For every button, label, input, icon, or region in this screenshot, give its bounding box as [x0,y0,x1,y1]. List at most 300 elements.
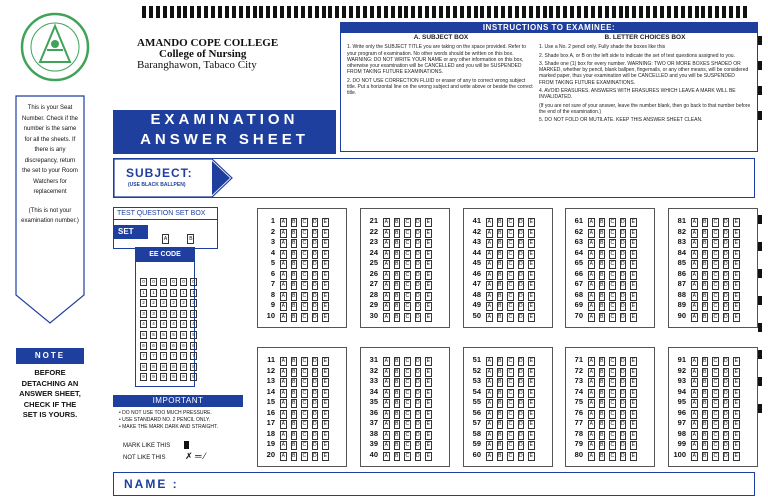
ee-code-bubble[interactable]: 8 [150,363,157,371]
choice-bubble[interactable]: D [415,421,420,427]
choice-bubble[interactable]: B [703,368,707,375]
choice-bubble[interactable]: B [600,400,604,406]
choice-bubble[interactable]: E [734,389,738,396]
choice-bubble[interactable]: D [723,368,728,375]
choice-bubble[interactable]: B [292,261,296,267]
choice-bubble[interactable]: E [323,452,327,459]
choice-bubble[interactable]: A [384,368,388,375]
choice-bubble[interactable]: E [734,250,738,257]
choice-bubble[interactable]: B [498,368,502,375]
choice-bubble[interactable]: B [395,313,399,320]
choice-bubble[interactable]: C [713,358,718,364]
choice-bubble[interactable]: C [713,303,718,309]
choice-bubble[interactable]: E [426,219,430,225]
choice-bubble[interactable]: C [508,431,513,438]
ee-code-bubble[interactable]: 2 [190,299,197,307]
choice-bubble[interactable]: A [281,442,285,448]
choice-bubble[interactable]: C [302,442,307,448]
ee-code-bubble[interactable]: 9 [190,373,197,381]
choice-bubble[interactable]: E [734,368,738,375]
choice-bubble[interactable]: A [589,261,593,267]
ee-code-bubble[interactable]: 2 [170,299,177,307]
choice-bubble[interactable]: E [631,368,635,375]
choice-bubble[interactable]: B [292,421,296,427]
choice-bubble[interactable]: E [426,368,430,375]
choice-bubble[interactable]: A [589,410,593,417]
choice-bubble[interactable]: C [302,261,307,267]
choice-bubble[interactable]: E [426,400,430,406]
choice-bubble[interactable]: B [395,292,399,299]
choice-bubble[interactable]: E [323,389,327,396]
choice-bubble[interactable]: B [600,229,604,236]
choice-bubble[interactable]: D [415,282,420,288]
choice-bubble[interactable]: C [405,379,410,385]
choice-bubble[interactable]: E [734,229,738,236]
choice-bubble[interactable]: D [312,282,317,288]
choice-bubble[interactable]: C [508,271,513,278]
ee-code-bubble[interactable]: 9 [140,373,147,381]
choice-bubble[interactable]: A [692,219,696,225]
choice-bubble[interactable]: A [589,292,593,299]
choice-bubble[interactable]: B [292,368,296,375]
choice-bubble[interactable]: D [620,261,625,267]
choice-bubble[interactable]: E [323,421,327,427]
choice-bubble[interactable]: B [292,303,296,309]
choice-bubble[interactable]: D [620,358,625,364]
choice-bubble[interactable]: B [703,313,707,320]
choice-bubble[interactable]: C [302,358,307,364]
choice-bubble[interactable]: B [703,379,707,385]
choice-bubble[interactable]: E [631,389,635,396]
choice-bubble[interactable]: D [312,452,317,459]
choice-bubble[interactable]: B [498,358,502,364]
choice-bubble[interactable]: D [723,379,728,385]
choice-bubble[interactable]: D [620,431,625,438]
choice-bubble[interactable]: A [487,410,491,417]
choice-bubble[interactable]: E [631,250,635,257]
choice-bubble[interactable]: C [713,452,718,459]
choice-bubble[interactable]: D [312,379,317,385]
choice-bubble[interactable]: C [302,282,307,288]
choice-bubble[interactable]: C [405,410,410,417]
choice-bubble[interactable]: C [713,261,718,267]
choice-bubble[interactable]: A [589,313,593,320]
choice-bubble[interactable]: D [415,271,420,278]
choice-bubble[interactable]: C [713,313,718,320]
choice-bubble[interactable]: C [508,261,513,267]
choice-bubble[interactable]: E [734,303,738,309]
choice-bubble[interactable]: E [426,271,430,278]
choice-bubble[interactable]: E [631,358,635,364]
choice-bubble[interactable]: E [323,368,327,375]
choice-bubble[interactable]: C [610,389,615,396]
choice-bubble[interactable]: C [713,240,718,246]
choice-bubble[interactable]: E [734,271,738,278]
choice-bubble[interactable]: C [508,452,513,459]
choice-bubble[interactable]: B [498,240,502,246]
choice-bubble[interactable]: E [426,229,430,236]
ee-code-bubble[interactable]: 7 [190,352,197,360]
choice-bubble[interactable]: C [302,313,307,320]
ee-code-bubble[interactable]: 1 [150,289,157,297]
choice-bubble[interactable]: D [312,358,317,364]
choice-bubble[interactable]: C [713,421,718,427]
choice-bubble[interactable]: C [405,303,410,309]
choice-bubble[interactable]: E [631,303,635,309]
ee-code-bubble[interactable]: 1 [140,289,147,297]
choice-bubble[interactable]: D [620,410,625,417]
choice-bubble[interactable]: B [498,250,502,257]
choice-bubble[interactable]: A [281,219,285,225]
choice-bubble[interactable]: A [589,303,593,309]
choice-bubble[interactable]: D [620,379,625,385]
choice-bubble[interactable]: B [600,261,604,267]
choice-bubble[interactable]: E [734,421,738,427]
choice-bubble[interactable]: B [395,271,399,278]
choice-bubble[interactable]: D [415,452,420,459]
choice-bubble[interactable]: A [589,452,593,459]
choice-bubble[interactable]: C [508,303,513,309]
choice-bubble[interactable]: E [426,240,430,246]
choice-bubble[interactable]: D [312,250,317,257]
choice-bubble[interactable]: A [384,389,388,396]
choice-bubble[interactable]: A [487,452,491,459]
ee-code-bubble[interactable]: 1 [190,289,197,297]
choice-bubble[interactable]: E [426,303,430,309]
choice-bubble[interactable]: A [384,313,388,320]
choice-bubble[interactable]: C [405,421,410,427]
choice-bubble[interactable]: E [323,250,327,257]
choice-bubble[interactable]: B [703,410,707,417]
ee-code-bubble[interactable]: 0 [170,278,177,286]
choice-bubble[interactable]: C [405,400,410,406]
choice-bubble[interactable]: D [312,368,317,375]
choice-bubble[interactable]: B [292,229,296,236]
choice-bubble[interactable]: E [734,358,738,364]
ee-code-bubble[interactable]: 5 [180,331,187,339]
ee-code-bubble[interactable]: 5 [140,331,147,339]
choice-bubble[interactable]: A [281,292,285,299]
choice-bubble[interactable]: B [498,389,502,396]
choice-bubble[interactable]: D [312,292,317,299]
choice-bubble[interactable]: C [302,292,307,299]
choice-bubble[interactable]: A [692,303,696,309]
choice-bubble[interactable]: A [384,410,388,417]
choice-bubble[interactable]: D [723,240,728,246]
choice-bubble[interactable]: D [415,240,420,246]
choice-bubble[interactable]: E [529,389,533,396]
choice-bubble[interactable]: C [508,250,513,257]
choice-bubble[interactable]: B [498,292,502,299]
choice-bubble[interactable]: C [713,368,718,375]
choice-bubble[interactable]: A [589,389,593,396]
choice-bubble[interactable]: E [631,261,635,267]
choice-bubble[interactable]: C [302,303,307,309]
choice-bubble[interactable]: A [692,368,696,375]
choice-bubble[interactable]: C [405,389,410,396]
choice-bubble[interactable]: A [487,389,491,396]
choice-bubble[interactable]: A [692,271,696,278]
choice-bubble[interactable]: D [620,240,625,246]
choice-bubble[interactable]: D [312,240,317,246]
choice-bubble[interactable]: B [600,292,604,299]
choice-bubble[interactable]: C [713,442,718,448]
choice-bubble[interactable]: A [692,261,696,267]
choice-bubble[interactable]: A [281,303,285,309]
choice-bubble[interactable]: E [323,410,327,417]
choice-bubble[interactable]: B [395,303,399,309]
choice-bubble[interactable]: E [323,303,327,309]
choice-bubble[interactable]: B [703,442,707,448]
choice-bubble[interactable]: A [281,261,285,267]
choice-bubble[interactable]: C [302,240,307,246]
choice-bubble[interactable]: D [723,313,728,320]
choice-bubble[interactable]: E [529,313,533,320]
choice-bubble[interactable]: E [426,358,430,364]
ee-code-bubble[interactable]: 7 [160,352,167,360]
choice-bubble[interactable]: D [620,452,625,459]
choice-bubble[interactable]: B [292,379,296,385]
ee-code-bubble[interactable]: 7 [170,352,177,360]
choice-bubble[interactable]: C [713,219,718,225]
choice-bubble[interactable]: A [692,358,696,364]
choice-bubble[interactable]: A [281,452,285,459]
choice-bubble[interactable]: D [415,410,420,417]
choice-bubble[interactable]: B [703,271,707,278]
choice-bubble[interactable]: A [487,358,491,364]
choice-bubble[interactable]: A [281,389,285,396]
choice-bubble[interactable]: D [518,219,523,225]
choice-bubble[interactable]: E [529,261,533,267]
choice-bubble[interactable]: A [589,240,593,246]
ee-code-bubble[interactable]: 4 [190,320,197,328]
choice-bubble[interactable]: C [508,358,513,364]
choice-bubble[interactable]: C [302,271,307,278]
choice-bubble[interactable]: A [487,368,491,375]
choice-bubble[interactable]: E [529,410,533,417]
choice-bubble[interactable]: B [292,442,296,448]
ee-code-bubble[interactable]: 4 [180,320,187,328]
choice-bubble[interactable]: A [281,410,285,417]
choice-bubble[interactable]: B [498,271,502,278]
ee-code-bubble[interactable]: 5 [170,331,177,339]
choice-bubble[interactable]: B [600,452,604,459]
ee-code-bubble[interactable]: 4 [140,320,147,328]
choice-bubble[interactable]: A [487,292,491,299]
choice-bubble[interactable]: C [302,368,307,375]
ee-code-bubble[interactable]: 0 [150,278,157,286]
choice-bubble[interactable]: E [529,379,533,385]
choice-bubble[interactable]: D [415,313,420,320]
choice-bubble[interactable]: E [734,400,738,406]
choice-bubble[interactable]: C [302,379,307,385]
choice-bubble[interactable]: D [312,229,317,236]
choice-bubble[interactable]: E [529,303,533,309]
ee-code-bubble[interactable]: 5 [160,331,167,339]
choice-bubble[interactable]: B [600,358,604,364]
choice-bubble[interactable]: D [518,442,523,448]
choice-bubble[interactable]: A [487,303,491,309]
choice-bubble[interactable]: E [323,240,327,246]
choice-bubble[interactable]: C [610,229,615,236]
choice-bubble[interactable]: B [498,431,502,438]
ee-code-bubble[interactable]: 7 [140,352,147,360]
choice-bubble[interactable]: C [508,389,513,396]
choice-bubble[interactable]: E [529,442,533,448]
choice-bubble[interactable]: B [395,410,399,417]
choice-bubble[interactable]: A [281,358,285,364]
choice-bubble[interactable]: D [723,442,728,448]
choice-bubble[interactable]: D [723,400,728,406]
choice-bubble[interactable]: A [589,219,593,225]
choice-bubble[interactable]: C [508,292,513,299]
choice-bubble[interactable]: E [734,292,738,299]
choice-bubble[interactable]: D [518,389,523,396]
choice-bubble[interactable]: C [302,229,307,236]
choice-bubble[interactable]: A [384,261,388,267]
choice-bubble[interactable]: A [589,358,593,364]
choice-bubble[interactable]: B [703,292,707,299]
choice-bubble[interactable]: B [498,261,502,267]
ee-code-bubble[interactable]: 9 [170,373,177,381]
choice-bubble[interactable]: C [405,240,410,246]
choice-bubble[interactable]: D [518,379,523,385]
ee-code-bubble[interactable]: 4 [170,320,177,328]
choice-bubble[interactable]: E [734,410,738,417]
choice-bubble[interactable]: C [508,282,513,288]
choice-bubble[interactable]: E [734,313,738,320]
ee-code-bubble[interactable]: 2 [140,299,147,307]
choice-bubble[interactable]: D [723,219,728,225]
choice-bubble[interactable]: D [518,313,523,320]
choice-bubble[interactable]: D [620,421,625,427]
choice-bubble[interactable]: E [426,421,430,427]
set-option-a[interactable]: A [163,236,168,242]
choice-bubble[interactable]: C [713,292,718,299]
ee-code-bubble[interactable]: 1 [180,289,187,297]
choice-bubble[interactable]: B [703,452,707,459]
choice-bubble[interactable]: E [734,240,738,246]
choice-bubble[interactable]: A [384,271,388,278]
choice-bubble[interactable]: A [692,421,696,427]
choice-bubble[interactable]: D [312,442,317,448]
choice-bubble[interactable]: A [281,368,285,375]
choice-bubble[interactable]: C [508,219,513,225]
choice-bubble[interactable]: E [426,442,430,448]
choice-bubble[interactable]: C [405,292,410,299]
choice-bubble[interactable]: B [395,389,399,396]
choice-bubble[interactable]: E [734,219,738,225]
choice-bubble[interactable]: B [292,410,296,417]
choice-bubble[interactable]: E [323,261,327,267]
choice-bubble[interactable]: E [323,292,327,299]
choice-bubble[interactable]: A [589,250,593,257]
choice-bubble[interactable]: A [589,368,593,375]
choice-bubble[interactable]: A [589,400,593,406]
choice-bubble[interactable]: D [620,250,625,257]
choice-bubble[interactable]: A [692,389,696,396]
choice-bubble[interactable]: C [508,313,513,320]
choice-bubble[interactable]: E [529,282,533,288]
choice-bubble[interactable]: E [529,229,533,236]
choice-bubble[interactable]: C [405,219,410,225]
choice-bubble[interactable]: B [498,452,502,459]
choice-bubble[interactable]: E [529,219,533,225]
ee-code-bubble[interactable]: 0 [180,278,187,286]
choice-bubble[interactable]: D [312,271,317,278]
choice-bubble[interactable]: D [723,271,728,278]
choice-bubble[interactable]: A [487,240,491,246]
choice-bubble[interactable]: B [600,368,604,375]
name-field[interactable] [113,472,755,496]
choice-bubble[interactable]: C [713,410,718,417]
choice-bubble[interactable]: D [518,421,523,427]
choice-bubble[interactable]: D [415,358,420,364]
ee-code-bubble[interactable]: 4 [150,320,157,328]
choice-bubble[interactable]: E [426,452,430,459]
choice-bubble[interactable]: E [529,431,533,438]
choice-bubble[interactable]: C [302,389,307,396]
choice-bubble[interactable]: A [487,379,491,385]
choice-bubble[interactable]: D [620,368,625,375]
choice-bubble[interactable]: A [384,219,388,225]
ee-code-bubble[interactable]: 7 [150,352,157,360]
choice-bubble[interactable]: E [529,250,533,257]
choice-bubble[interactable]: D [312,410,317,417]
choice-bubble[interactable]: B [292,240,296,246]
choice-bubble[interactable]: B [292,400,296,406]
choice-bubble[interactable]: E [323,271,327,278]
choice-bubble[interactable]: A [281,229,285,236]
ee-code-bubble[interactable]: 6 [150,342,157,350]
choice-bubble[interactable]: A [692,229,696,236]
choice-bubble[interactable]: D [415,292,420,299]
choice-bubble[interactable]: D [518,240,523,246]
choice-bubble[interactable]: D [620,303,625,309]
choice-bubble[interactable]: B [600,240,604,246]
choice-bubble[interactable]: B [395,421,399,427]
choice-bubble[interactable]: C [302,452,307,459]
choice-bubble[interactable]: C [508,379,513,385]
choice-bubble[interactable]: A [384,400,388,406]
choice-bubble[interactable]: D [620,271,625,278]
choice-bubble[interactable]: E [529,240,533,246]
choice-bubble[interactable]: E [734,261,738,267]
choice-bubble[interactable]: D [312,400,317,406]
choice-bubble[interactable]: C [610,358,615,364]
choice-bubble[interactable]: C [713,379,718,385]
choice-bubble[interactable]: D [518,452,523,459]
choice-bubble[interactable]: C [405,431,410,438]
choice-bubble[interactable]: D [518,431,523,438]
choice-bubble[interactable]: A [487,219,491,225]
choice-bubble[interactable]: B [292,292,296,299]
choice-bubble[interactable]: E [323,282,327,288]
choice-bubble[interactable]: D [723,250,728,257]
choice-bubble[interactable]: D [518,271,523,278]
choice-bubble[interactable]: E [631,219,635,225]
choice-bubble[interactable]: C [405,442,410,448]
choice-bubble[interactable]: C [713,282,718,288]
ee-code-bubble[interactable]: 8 [170,363,177,371]
choice-bubble[interactable]: C [405,313,410,320]
choice-bubble[interactable]: A [281,250,285,257]
ee-code-bubble[interactable]: 2 [160,299,167,307]
choice-bubble[interactable]: A [384,303,388,309]
set-option-b[interactable]: B [189,236,193,242]
choice-bubble[interactable]: E [529,421,533,427]
choice-bubble[interactable]: C [302,250,307,257]
